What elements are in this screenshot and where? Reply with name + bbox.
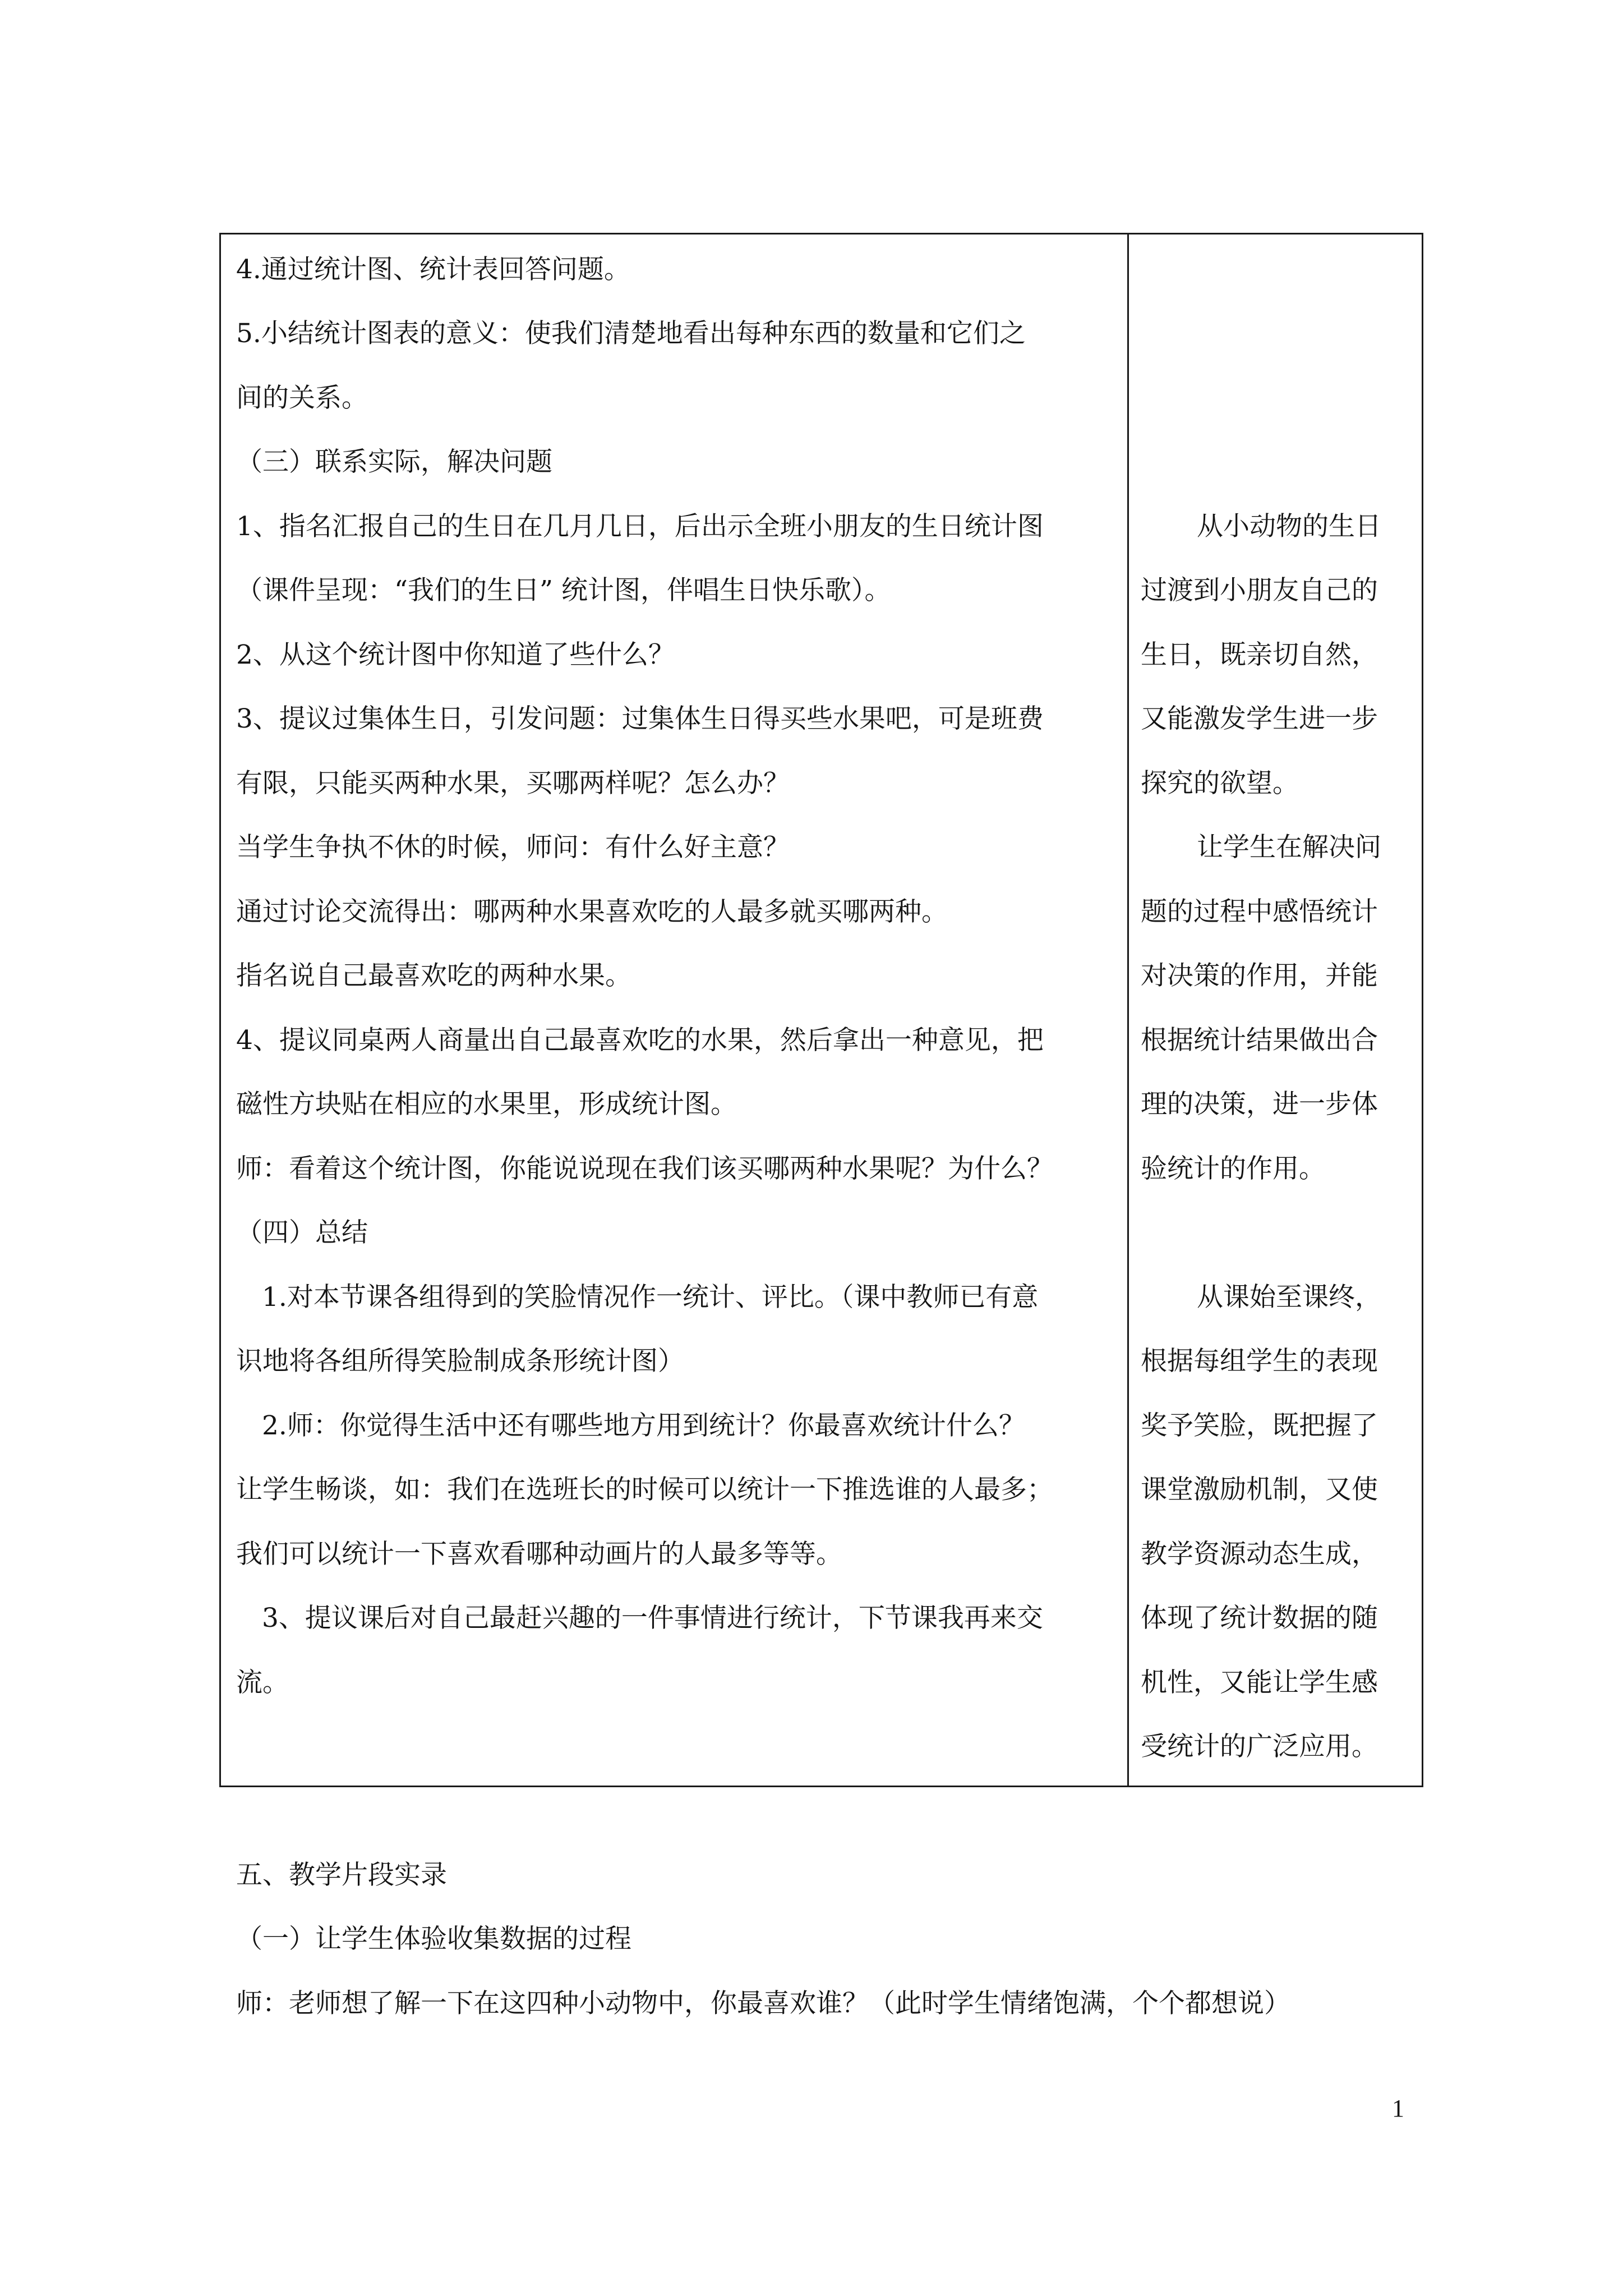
transcript-paragraph: 师：老师想了解一下在这四种小动物中，你最喜欢谁？（此时学生情绪饱满，个个都想说）: [236, 1988, 1290, 2019]
process-line: 有限，只能买两种水果，买哪两样呢？怎么办？: [236, 768, 790, 799]
process-line: 通过讨论交流得出：哪两种水果喜欢吃的人最多就买哪两种。: [236, 896, 948, 927]
intent-line: 又能激发学生进一步: [1141, 703, 1378, 734]
page-number: 1: [1392, 2095, 1404, 2122]
intent-line: 受统计的广泛应用。: [1141, 1731, 1378, 1762]
process-line: 3、提议课后对自己最赶兴趣的一件事情进行统计，下节课我再来交: [262, 1603, 1043, 1634]
process-line: 4、提议同桌两人商量出自己最喜欢吃的水果，然后拿出一种意见，把: [236, 1025, 1044, 1056]
intent-line: 对决策的作用，并能: [1141, 960, 1378, 991]
section-subheading: （一）让学生体验收集数据的过程: [236, 1924, 631, 1954]
process-line: 让学生畅谈，如：我们在选班长的时候可以统计一下推选谁的人最多；: [236, 1474, 1053, 1505]
process-line: 1.对本节课各组得到的笑脸情况作一统计、评比。（课中教师已有意: [262, 1282, 1039, 1313]
process-line: 当学生争执不休的时候，师问：有什么好主意？: [236, 832, 790, 863]
process-line: 指名说自己最喜欢吃的两种水果。: [236, 960, 631, 991]
intent-line: 根据统计结果做出合: [1141, 1025, 1378, 1056]
intent-line: 让学生在解决问: [1197, 832, 1381, 863]
process-line: 1、指名汇报自己的生日在几月几日，后出示全班小朋友的生日统计图: [236, 511, 1044, 542]
process-line: （课件呈现：“我们的生日” 统计图，伴唱生日快乐歌）。: [236, 575, 891, 606]
section-heading: 五、教学片段实录: [236, 1860, 447, 1890]
intent-line: 从小动物的生日: [1197, 511, 1381, 542]
process-line: 5.小结统计图表的意义：使我们清楚地看出每种东西的数量和它们之: [236, 318, 1026, 349]
intent-line: 题的过程中感悟统计: [1141, 896, 1378, 927]
process-line: 3、提议过集体生日，引发问题：过集体生日得买些水果吧，可是班费: [236, 703, 1044, 734]
process-line: 2、从这个统计图中你知道了些什么？: [236, 639, 675, 670]
process-line: 磁性方块贴在相应的水果里，形成统计图。: [236, 1089, 737, 1120]
intent-line: 根据每组学生的表现: [1141, 1346, 1378, 1377]
process-line: （四）总结: [236, 1217, 368, 1248]
intent-line: 生日，既亲切自然，: [1141, 639, 1378, 670]
table-column-divider: [1127, 233, 1129, 1787]
process-line: 2.师：你觉得生活中还有哪些地方用到统计？你最喜欢统计什么？: [262, 1410, 1025, 1441]
intent-line: 机性，又能让学生感: [1141, 1667, 1378, 1698]
process-line: 我们可以统计一下喜欢看哪种动画片的人最多等等。: [236, 1539, 842, 1570]
intent-line: 验统计的作用。: [1141, 1153, 1325, 1184]
intent-line: 课堂激励机制，又使: [1141, 1474, 1378, 1505]
intent-line: 从课始至课终，: [1197, 1282, 1381, 1313]
process-line: 4.通过统计图、统计表回答问题。: [236, 254, 630, 285]
intent-line: 理的决策，进一步体: [1141, 1089, 1378, 1120]
intent-line: 探究的欲望。: [1141, 768, 1299, 799]
process-line: 识地将各组所得笑脸制成条形统计图）: [236, 1346, 684, 1377]
intent-line: 教学资源动态生成，: [1141, 1539, 1378, 1570]
intent-line: 奖予笑脸，既把握了: [1141, 1410, 1378, 1441]
intent-line: 过渡到小朋友自己的: [1141, 575, 1378, 606]
process-line: 师：看着这个统计图，你能说说现在我们该买哪两种水果呢？为什么？: [236, 1153, 1053, 1184]
intent-line: 体现了统计数据的随: [1141, 1603, 1378, 1634]
process-line: 间的关系。: [236, 383, 368, 413]
process-line: 流。: [236, 1667, 289, 1698]
process-line: （三）联系实际，解决问题: [236, 447, 552, 477]
